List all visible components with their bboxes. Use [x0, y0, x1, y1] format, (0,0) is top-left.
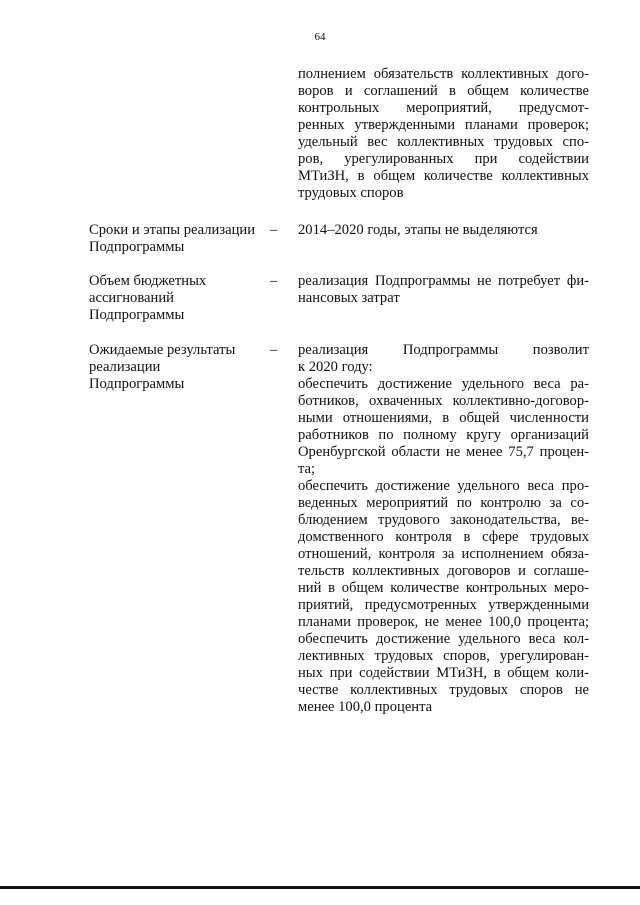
page-number: 64 — [314, 31, 326, 43]
row-label-line: Сроки и этапы реализации — [89, 222, 256, 238]
row-value-line: реализация Подпрограммы позволит — [298, 342, 589, 358]
row-value-line: Оренбургской области не менее 75,7 процен- — [298, 444, 589, 460]
row-label-line: реализации — [89, 359, 161, 375]
row-value-line: к 2020 году: — [298, 359, 373, 375]
row-value-line: менее 100,0 процента — [298, 699, 433, 715]
row-dash: – — [270, 342, 278, 358]
bottom-rule — [0, 886, 640, 889]
row-label-line: Объем бюджетных — [89, 273, 207, 289]
row-label-line: Подпрограммы — [89, 307, 185, 323]
row-value-line: ными отношениями, в общей численности — [298, 410, 589, 426]
row-value-line: планами проверок, не менее 100,0 процента; — [298, 614, 589, 630]
row-label-line: ассигнований — [89, 290, 174, 306]
row-value-line: нансовых затрат — [298, 290, 400, 306]
row-dash: – — [270, 222, 278, 238]
continuation-line: полнением обязательств коллективных дого- — [298, 66, 589, 82]
continuation-line: МТиЗН, в общем количестве коллективных — [298, 168, 589, 184]
row-value-line: тельств коллективных договоров и соглаше- — [298, 563, 589, 579]
row-value-line: лективных трудовых споров, урегулирован- — [298, 648, 589, 664]
row-value-line: веденных мероприятий по контролю за со- — [298, 495, 589, 511]
row-value-line: честве коллективных трудовых споров не — [298, 682, 589, 698]
continuation-line: контрольных мероприятий, предусмот- — [298, 100, 589, 116]
continuation-line: ренных утвержденными планами проверок; — [298, 117, 589, 133]
row-value-line: блюдением трудового законодательства, ве- — [298, 512, 589, 528]
row-value-line: та; — [298, 461, 316, 477]
row-value-line: ний в общем количестве контрольных меро- — [298, 580, 589, 596]
row-value-line: домственного контроля в сфере трудовых — [298, 529, 589, 545]
row-value-line: реализация Подпрограммы не потребует фи- — [298, 273, 589, 289]
row-label-line: Ожидаемые результаты — [89, 342, 236, 358]
row-label-line: Подпрограммы — [89, 376, 185, 392]
row-value-line: приятий, предусмотренных утвержденными — [298, 597, 589, 613]
continuation-line: удельный вес коллективных трудовых спо- — [298, 134, 589, 150]
row-value-line: отношений, контроля за исполнением обяза- — [298, 546, 589, 562]
row-value-line: 2014–2020 годы, этапы не выделяются — [298, 222, 538, 238]
row-dash: – — [270, 273, 278, 289]
continuation-line: ров, урегулированных при содействии — [298, 151, 589, 167]
row-value-line: ных при содействии МТиЗН, в общем коли- — [298, 665, 589, 681]
row-value-line: обеспечить достижение удельного веса про- — [298, 478, 589, 494]
continuation-line: воров и соглашений в общем количестве — [298, 83, 589, 99]
row-value-line: ботников, охваченных коллективно-договор- — [298, 393, 589, 409]
row-value-line: обеспечить достижение удельного веса кол- — [298, 631, 589, 647]
row-value-line: работников по полному кругу организаций — [298, 427, 589, 443]
row-label-line: Подпрограммы — [89, 239, 185, 255]
continuation-line: трудовых споров — [298, 185, 404, 201]
row-value-line: обеспечить достижение удельного веса ра- — [298, 376, 589, 392]
